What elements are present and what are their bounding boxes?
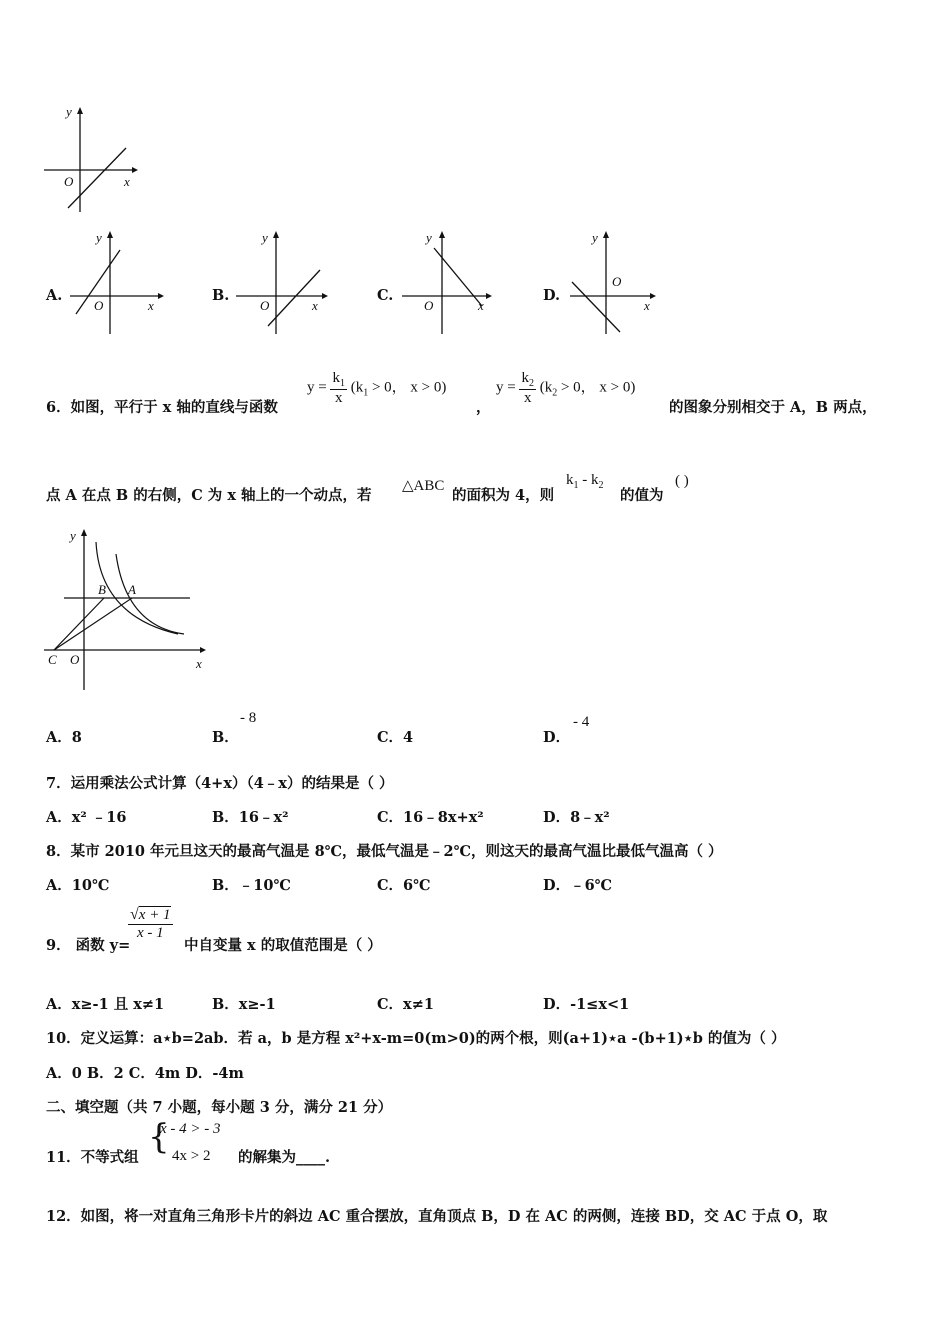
q5-option-c-label[interactable]: C. bbox=[377, 287, 394, 304]
q5-option-d-label[interactable]: D. bbox=[543, 287, 561, 304]
q11-inequality-1: x - 4 > - 3 bbox=[160, 1121, 221, 1137]
q10-options[interactable]: A．0 B．2 C．4m D．-4m bbox=[46, 1065, 244, 1082]
q8-option-d[interactable]: D．﹣6℃ bbox=[543, 877, 613, 894]
svg-text:O: O bbox=[70, 652, 80, 667]
svg-text:x: x bbox=[644, 298, 650, 313]
q5-stem-graph bbox=[40, 104, 140, 216]
q7-option-c[interactable]: C．16﹣8x+x² bbox=[377, 809, 484, 826]
q9-option-d[interactable]: D．-1≤x<1 bbox=[543, 996, 630, 1013]
q6-figure bbox=[40, 524, 212, 696]
svg-text:x: x bbox=[196, 656, 202, 671]
q7-option-b[interactable]: B．16﹣x² bbox=[212, 809, 289, 826]
q8-option-b[interactable]: B．﹣10℃ bbox=[212, 877, 291, 894]
q6-k1-minus-k2: $k_1 - k_2$ bbox=[566, 472, 604, 491]
svg-text:y: y bbox=[426, 230, 432, 245]
q6-text-2: 的图象分别相交于 A，B 两点， bbox=[669, 399, 877, 416]
svg-text:y: y bbox=[96, 230, 102, 245]
q7-option-d[interactable]: D．8﹣x² bbox=[543, 809, 610, 826]
q5-option-a-graph bbox=[66, 228, 166, 338]
q9-option-c[interactable]: C．x≠1 bbox=[377, 996, 434, 1013]
q6-option-b-value: - 8 bbox=[240, 710, 257, 726]
q8-option-a[interactable]: A．10℃ bbox=[46, 877, 110, 894]
q5-option-a-label[interactable]: A. bbox=[46, 287, 63, 304]
q12-text: 12．如图，将一对直角三角形卡片的斜边 AC 重合摆放，直角顶点 B，D 在 AC 的两侧，连接 BD，交 AC 于点 O，取 bbox=[46, 1208, 828, 1225]
svg-text:O: O bbox=[612, 274, 622, 289]
q6-line-2a: 点 A 在点 B 的右侧，C 为 x 轴上的一个动点，若 bbox=[46, 487, 372, 504]
q7-option-a[interactable]: A．x² ﹣16 bbox=[46, 809, 127, 826]
q11-inequality-2: 4x > 2 bbox=[172, 1148, 211, 1164]
q6-answer-paren: ( ) bbox=[675, 473, 689, 489]
q6-option-c[interactable]: C．4 bbox=[377, 729, 414, 746]
svg-text:O: O bbox=[94, 298, 104, 313]
q6-option-b[interactable]: B． bbox=[212, 729, 239, 746]
svg-text:O: O bbox=[260, 298, 270, 313]
q6-option-d[interactable]: D． bbox=[543, 729, 571, 746]
axis-x-label: x bbox=[124, 174, 130, 189]
q7-text: 7．运用乘法公式计算（4+x）（4﹣x）的结果是（ ） bbox=[46, 775, 394, 792]
q5-option-d-graph bbox=[566, 228, 666, 338]
svg-text:y: y bbox=[592, 230, 598, 245]
q11-suffix: 的解集为____. bbox=[238, 1149, 331, 1166]
q6-line-2b: 的面积为 4，则 bbox=[452, 487, 555, 504]
svg-text:A: A bbox=[128, 582, 136, 597]
svg-text:C: C bbox=[48, 652, 57, 667]
q10-text: 10．定义运算：a⋆b=2ab．若 a，b 是方程 x²+x-m=0(m>0)的两个根，则(a+1)⋆a -(b+1)⋆b 的值为（ ） bbox=[46, 1030, 786, 1047]
q6-option-d-value: - 4 bbox=[573, 714, 590, 730]
svg-text:y: y bbox=[70, 528, 76, 543]
svg-text:O: O bbox=[424, 298, 434, 313]
q6-function-2: y = $\frac{k_2}{x}$ ($k_2 > 0$， x > 0) bbox=[496, 370, 636, 406]
q6-function-1: y = $\frac{k_1}{x}$ ($k_1 > 0$， x > 0) bbox=[307, 370, 447, 406]
q6-triangle: △ABC bbox=[402, 478, 445, 494]
axis-y-label: y bbox=[66, 104, 72, 119]
q9-fraction: $\frac{√x + 1}{x - 1}$ bbox=[130, 906, 171, 941]
q5-option-b-graph bbox=[232, 228, 332, 338]
svg-text:B: B bbox=[98, 582, 106, 597]
q6-line-2c: 的值为 bbox=[620, 487, 664, 504]
q8-text: 8．某市 2010 年元旦这天的最高气温是 8℃，最低气温是﹣2℃，则这天的最高气温比最低气温高（ ） bbox=[46, 843, 723, 860]
q5-option-c-graph bbox=[398, 228, 498, 338]
svg-text:x: x bbox=[148, 298, 154, 313]
q9-option-b[interactable]: B．x≥-1 bbox=[212, 996, 276, 1013]
origin-label: O bbox=[64, 174, 74, 189]
q6-option-a[interactable]: A．8 bbox=[46, 729, 82, 746]
q9-suffix: 中自变量 x 的取值范围是（ ） bbox=[184, 937, 382, 954]
svg-text:y: y bbox=[262, 230, 268, 245]
q8-option-c[interactable]: C．6℃ bbox=[377, 877, 431, 894]
q9-prefix: 9． 函数 y= bbox=[46, 937, 131, 954]
section-2-heading: 二、填空题（共 7 小题，每小题 3 分，满分 21 分） bbox=[46, 1099, 393, 1116]
q11-brace: { bbox=[148, 1117, 170, 1157]
q9-option-a[interactable]: A．x≥-1 且 x≠1 bbox=[46, 996, 165, 1013]
svg-text:x: x bbox=[478, 298, 484, 313]
q6-text-1: 6．如图，平行于 x 轴的直线与函数 bbox=[46, 399, 278, 416]
svg-text:x: x bbox=[312, 298, 318, 313]
q11-prefix: 11．不等式组 bbox=[46, 1149, 139, 1166]
q5-option-b-label[interactable]: B. bbox=[212, 287, 230, 304]
